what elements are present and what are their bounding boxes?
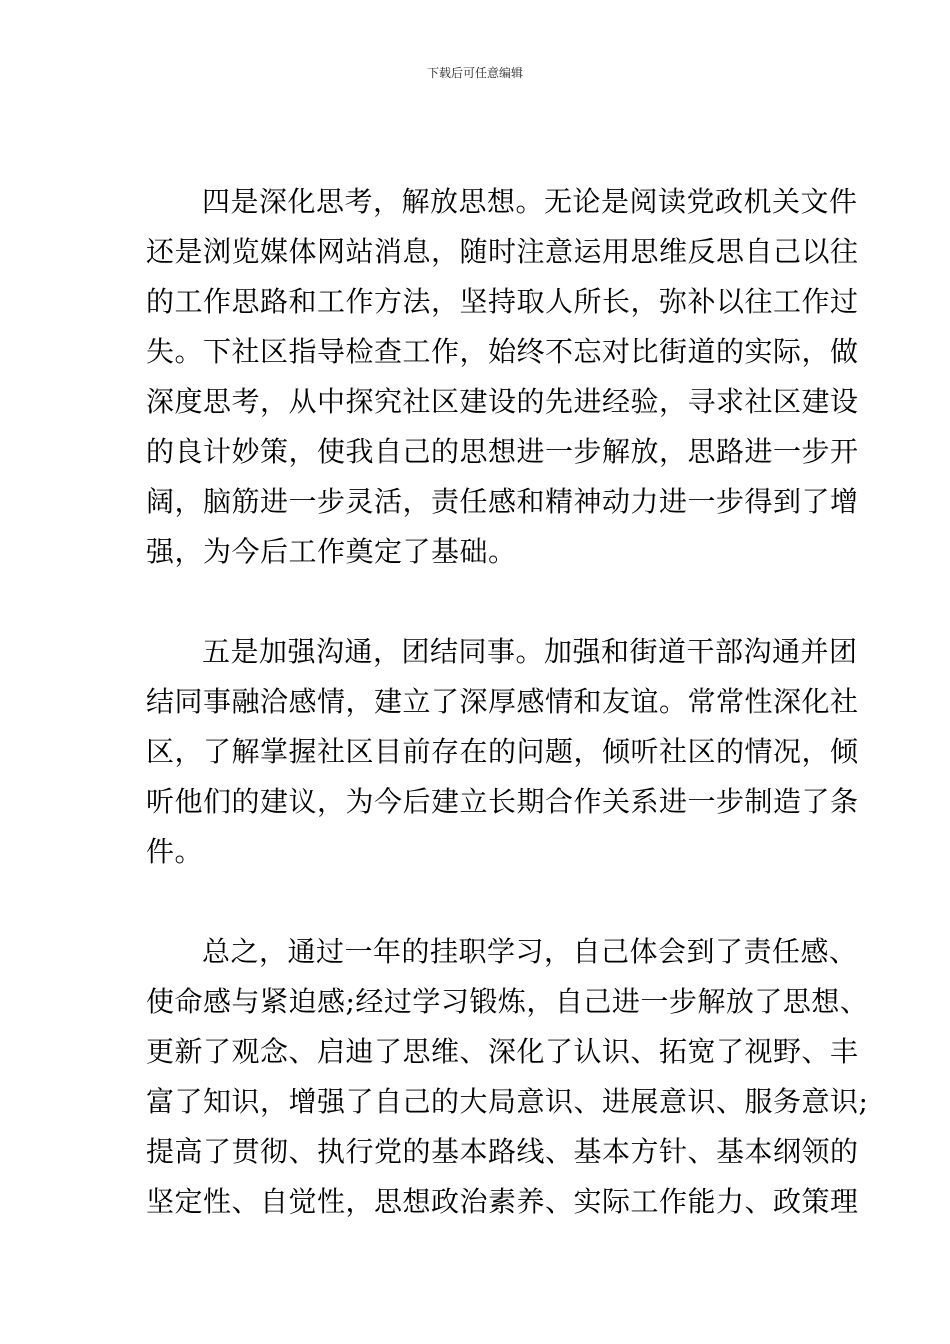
text-line: 结同事融洽感情，建立了深厚感情和友谊。常常性深化社 bbox=[146, 685, 859, 718]
text-line: 使命感与紧迫感;经过学习锻炼，自己进一步解放了思想、 bbox=[146, 985, 869, 1018]
text-line: 坚定性、自觉性，思想政治素养、实际工作能力、政策理 bbox=[146, 1185, 859, 1218]
text-line: 强，为今后工作奠定了基础。 bbox=[146, 535, 517, 568]
text-line: 深度思考，从中探究社区建设的先进经验，寻求社区建设 bbox=[146, 385, 859, 418]
text-line: 更新了观念、启迪了思维、深化了认识、拓宽了视野、丰 bbox=[146, 1035, 859, 1068]
document-body bbox=[146, 177, 869, 1227]
text-line: 五是加强沟通，团结同事。加强和街道干部沟通并团 bbox=[202, 635, 858, 668]
paragraph-deepen-thinking bbox=[146, 177, 859, 577]
text-line: 失。下社区指导检查工作，始终不忘对比街道的实际，做 bbox=[146, 335, 859, 368]
text-line: 提高了贯彻、执行党的基本路线、基本方针、基本纲领的 bbox=[146, 1135, 859, 1168]
page-header: 下载后可任意编辑 bbox=[426, 66, 523, 80]
text-line: 的工作思路和工作方法，坚持取人所长，弥补以往工作过 bbox=[146, 285, 859, 318]
text-line: 阔，脑筋进一步灵活，责任感和精神动力进一步得到了增 bbox=[146, 485, 859, 518]
text-line: 件。 bbox=[146, 835, 204, 868]
paragraph-summary bbox=[146, 927, 869, 1227]
text-line: 富了知识，增强了自己的大局意识、进展意识、服务意识; bbox=[146, 1085, 869, 1118]
text-line: 区，了解掌握社区目前存在的问题，倾听社区的情况，倾 bbox=[146, 735, 859, 768]
text-line: 四是深化思考，解放思想。无论是阅读党政机关文件 bbox=[202, 185, 858, 218]
text-line: 听他们的建议，为今后建立长期合作关系进一步制造了条 bbox=[146, 785, 859, 818]
text-line: 的良计妙策，使我自己的思想进一步解放，思路进一步开 bbox=[146, 435, 859, 468]
text-line: 总之，通过一年的挂职学习，自己体会到了责任感、 bbox=[202, 935, 858, 968]
text-line: 还是浏览媒体网站消息，随时注意运用思维反思自己以往 bbox=[146, 235, 859, 268]
paragraph-communication bbox=[146, 627, 859, 877]
